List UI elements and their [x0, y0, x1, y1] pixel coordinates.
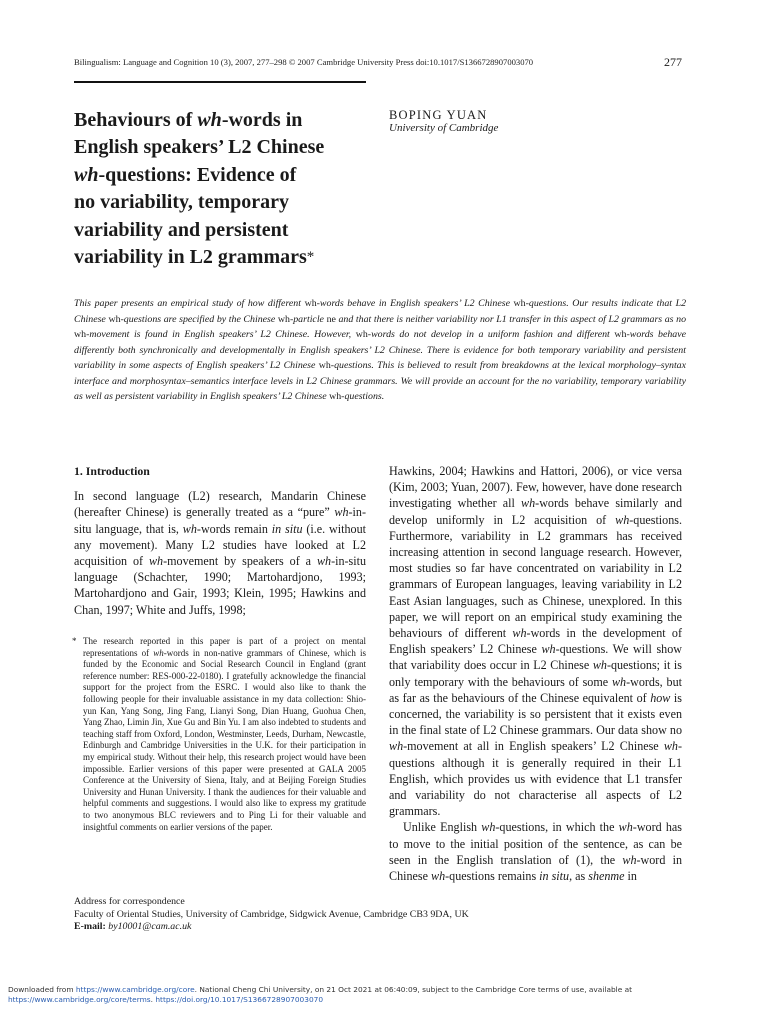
- paragraph: Unlike English wh-questions, in which the wh-word has to move to the initial position of the sentence, as can be seen in the English translation of (1), the wh-word in Chinese wh-questions remains in situ, as shenme in: [389, 820, 683, 884]
- title-text: variability and persistent: [74, 218, 289, 241]
- abstract: This paper presents an empirical study of how different wh-words behave in English speakers’ L2 Chinese wh-questions. Our results indicate that L2 Chinese wh-questions are specified by the Chinese wh-particle ne and that there is neither variability nor L1 transfer in this aspect of L2 grammars as no wh-movement is found in English speakers’ L2 Chinese. However, wh-words do not develop in a uniform fashion and different wh-words behave differently both synchronically and developmentally in English speakers’ L2 Chinese. There is evidence for both temporary variability and persistent variability in some aspects of English speakers’ L2 Chinese wh-questions. This is believed to result from breakdowns at the lexical morphology–syntax interface and morphosyntax–semantics interface levels in L2 Chinese grammars. We will provide an account for the no variability, temporary variability as well as persistent variability in English speakers’ L2 Chinese wh-questions.: [74, 298, 687, 402]
- title-text: wh: [74, 163, 99, 186]
- author-name: BOPING YUAN: [389, 108, 488, 122]
- article-title: [74, 107, 374, 271]
- paragraph: In second language (L2) research, Mandarin Chinese (hereafter Chinese) is generally treated as a “pure” wh-in-situ language, that is, wh-words remain in situ (i.e. without any movement). Many L2 studies have looked at L2 acquisition of wh-movement by speakers of a wh-in-situ language (Schachter, 1990; Martohardjono, 1993; Martohardjono and Gair, 1993; Klein, 1995; Hawkins and Chan, 1997; White and Juffs, 1998;: [74, 489, 366, 617]
- cambridge-core-link[interactable]: https://www.cambridge.org/core: [75, 985, 195, 994]
- author-affiliation: University of Cambridge: [389, 122, 499, 134]
- address-label: Address for correspondence: [74, 896, 185, 907]
- correspondence-address: [74, 896, 634, 934]
- footnote-marker: *: [306, 249, 315, 266]
- title-text: variability in L2 grammars: [74, 246, 307, 269]
- running-head: Bilingualism: Language and Cognition 10 (3), 2007, 277–298 © 2007 Cambridge University Press doi:10.1017/S1366728907003070: [74, 57, 534, 67]
- footnote-text: The research reported in this paper is part of a project on mental representations of wh-words in non-native grammars of Chinese, which is funded by the Economic and Social Research Council in England (grant reference number: RES-000-22-0180). I gratefully acknowledge the financial support for the project from the ESRC. I would also like to thank the following people for their invaluable assistance in my data collection: Shio-yun Kan, Yang Song, Jing Fang, Lianyi Song, Dian Huang, Guohua Chen, Yang Zhao, Limin Jin, Xue Gu and Bin Yu. I am also indebted to students and teaching staff from Oxford, London, Westminster, Leeds, Durham, Newcastle, Edinburgh and Cambridge Universities in the U.K. for their participation in my empirical study. Without their help, this research project would have been impossible. Earlier versions of this paper were presented at GALA 2005 Conference at the University of Siena, Italy, and at Beijing Foreign Studies University and Hunan University. I thank the audiences for their valuable and helpful comments and suggestions. I would also like to express my gratitude to two anonymous BLC reviewers and to Ping Li for their valuable and insightful comments on earlier versions of the paper.: [83, 636, 366, 832]
- page-number: 277: [664, 55, 682, 69]
- title-text: -questions: Evidence of: [98, 163, 297, 186]
- title-text: no variability, temporary: [74, 191, 289, 214]
- title-text: -words in: [221, 109, 303, 131]
- header-rule: [74, 81, 366, 83]
- title-text: wh: [197, 109, 222, 131]
- left-column: [74, 463, 366, 618]
- terms-link[interactable]: https://www.cambridge.org/core/terms: [8, 995, 151, 1005]
- title-text: Behaviours of: [74, 109, 198, 131]
- doi-link[interactable]: https://doi.org/10.1017/S1366728907003070: [155, 995, 324, 1005]
- title-text: English speakers’ L2 Chinese: [74, 136, 325, 159]
- email-line: [74, 921, 634, 934]
- email-label: E-mail:: [74, 921, 106, 933]
- email-link[interactable]: by10001@cam.ac.uk: [108, 921, 192, 933]
- right-column: [389, 463, 682, 884]
- paragraph: Hawkins, 2004; Hawkins and Hattori, 2006), or vice versa (Kim, 2003; Yuan, 2007). Few, however, have done research investigating whether all wh-words behave similarly and develop uniformly in L2 acquisition of wh-questions. Furthermore, variability in L2 grammars has received increasing attention in second language research. However, most studies so far have concentrated on variability in L2 grammars of European languages, leaving variability in L2 East Asian languages, such as Chinese, unexplored. In this paper, we will report on an empirical study examining the behaviours of different wh-words in the development of English speakers’ L2 Chinese wh-questions. We will show that variability does occur in L2 Chinese wh-questions; it is only temporary with the behaviours of some wh-words, but as far as the behaviours of the Chinese equivalent of how is concerned, the variability is so persistent that it exists even in the final state of L2 Chinese grammars. Our data show no wh-movement at all in English speakers’ L2 Chinese wh-questions although it is generally required in their L1 English, which provides us with evidence that L1 transfer and variability do not characterise all aspects of L2 grammars.: [389, 464, 683, 819]
- footnote-marker: *: [72, 636, 77, 646]
- address-line: Faculty of Oriental Studies, University of Cambridge, Sidgwick Avenue, Cambridge CB3 9DA, UK: [74, 908, 469, 920]
- download-notice: Downloaded from https://www.cambridge.org/core. National Cheng Chi University, on 21 Oct 2021 at 06:40:09, subject to the Cambridge Core terms of use, available at https://www.cambridge.org/core/terms. https://doi.org/10.1017/S1366728907003070: [8, 985, 633, 1005]
- section-heading: 1. Introduction: [74, 464, 150, 478]
- footnote: [74, 636, 366, 833]
